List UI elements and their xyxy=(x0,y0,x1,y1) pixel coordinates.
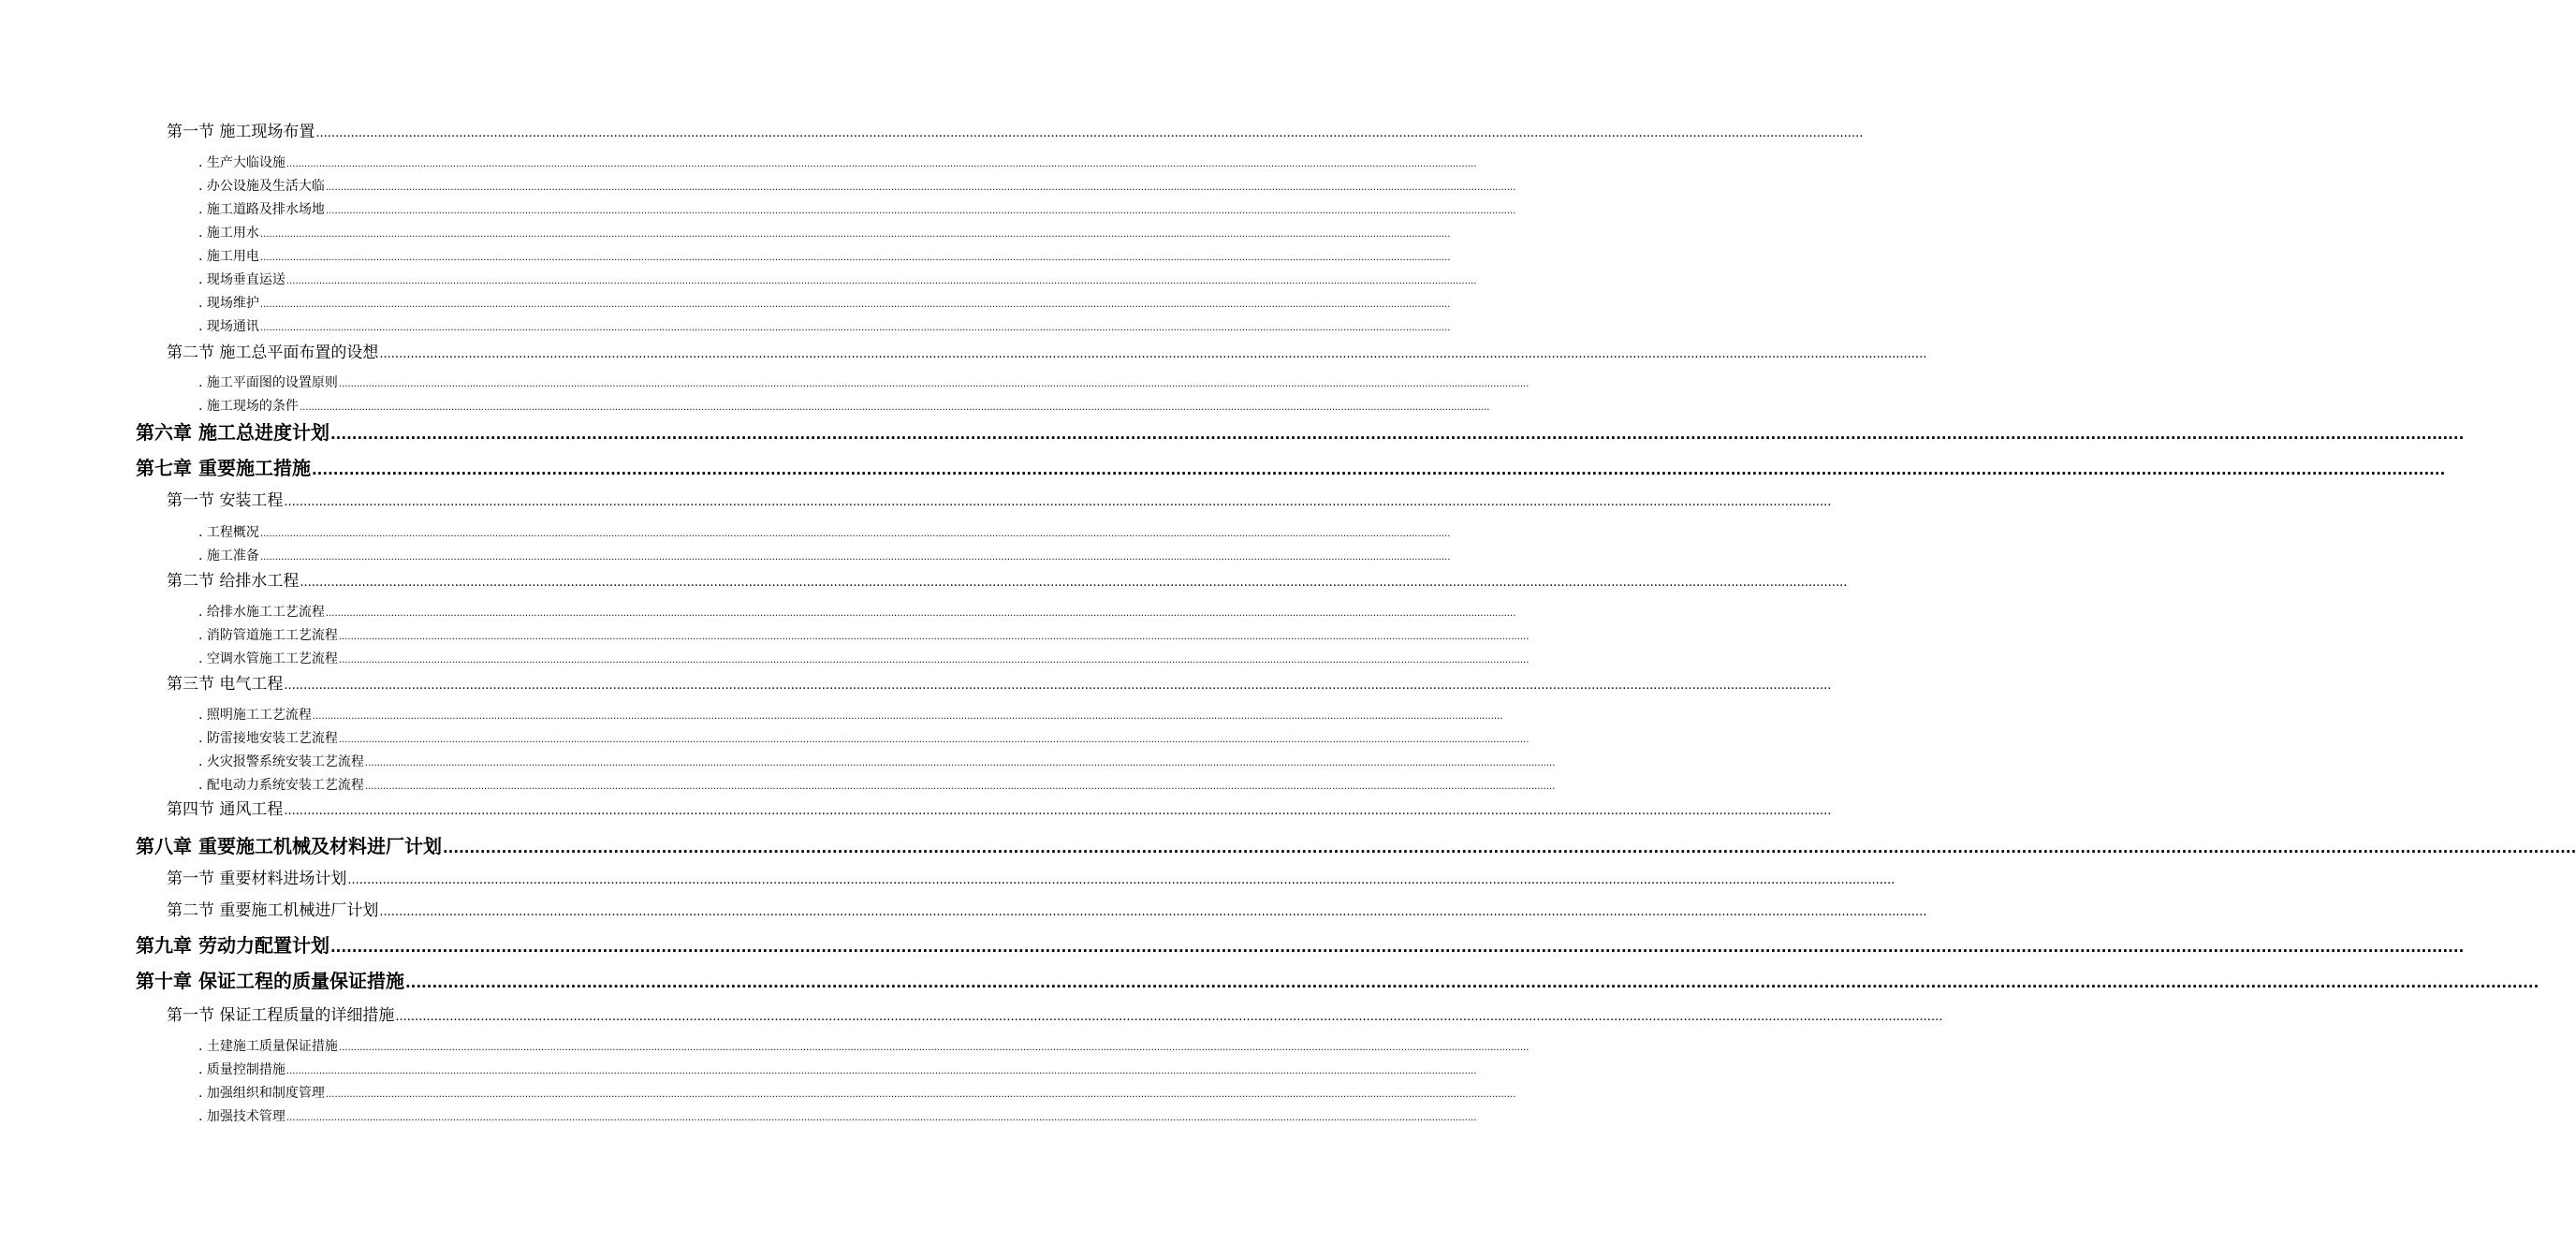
toc-dot-leader: ................................................................................................................................................................................................................................................................................................................................................................................................................ xyxy=(329,939,2465,956)
toc-entry-label: 第九章 劳动力配置计划 xyxy=(136,934,329,957)
toc-entry-label: . 现场维护 xyxy=(198,296,259,311)
toc-dot-leader: ................................................................................................................................................................................................................................................................................................................................................................................................................ xyxy=(404,974,2539,991)
toc-item-entry[interactable] xyxy=(198,176,1516,195)
toc-item-entry[interactable] xyxy=(198,293,1451,312)
toc-dot-leader: ................................................................................................................................................................................................................................................................................................................................................................................................................ xyxy=(379,347,1927,361)
toc-entry-label: . 空调水管施工工艺流程 xyxy=(198,651,338,666)
toc-entry-label: 第七章 重要施工措施 xyxy=(136,457,311,479)
toc-entry-label: . 配电动力系统安装工艺流程 xyxy=(198,778,364,793)
toc-entry-label: . 施工准备 xyxy=(198,549,259,563)
toc-item-entry[interactable] xyxy=(198,522,1451,541)
toc-entry-label: . 土建施工质量保证措施 xyxy=(198,1039,338,1054)
toc-dot-leader: ................................................................................................................................................................................................................................................................................................................................................................................................................ xyxy=(284,679,1832,693)
toc-entry-label: . 照明施工工艺流程 xyxy=(198,708,312,723)
toc-section-entry[interactable] xyxy=(167,487,1832,510)
toc-entry-label: 第二节 施工总平面布置的设想 xyxy=(167,344,379,362)
toc-entry-label: . 现场通讯 xyxy=(198,319,259,334)
toc-entry-label: . 火灾报警系统安装工艺流程 xyxy=(198,754,364,769)
toc-item-entry[interactable] xyxy=(198,728,1530,747)
toc-entry-label: . 施工现场的条件 xyxy=(198,399,299,414)
toc-entry-label: . 施工用电 xyxy=(198,249,259,264)
toc-dot-leader: ................................................................................................................................................................................................................................................................................................................................................................................................................ xyxy=(311,461,2446,478)
toc-chapter-entry[interactable] xyxy=(136,831,2576,858)
toc-dot-leader: ................................................................................................................................................................................................................................................................................................................................................................................................................ xyxy=(299,402,1490,413)
toc-entry-label: 第六章 施工总进度计划 xyxy=(136,421,329,444)
toc-entry-label: . 防雷接地安装工艺流程 xyxy=(198,731,338,746)
toc-chapter-entry[interactable] xyxy=(136,966,2539,993)
toc-chapter-entry[interactable] xyxy=(136,453,2446,480)
toc-entry-label: 第四节 通风工程 xyxy=(167,800,284,819)
toc-dot-leader: ................................................................................................................................................................................................................................................................................................................................................................................................................ xyxy=(364,782,1556,792)
toc-dot-leader: ................................................................................................................................................................................................................................................................................................................................................................................................................ xyxy=(259,253,1451,263)
toc-entry-label: 第二节 重要施工机械进厂计划 xyxy=(167,901,379,920)
toc-entry-label: . 现场垂直运送 xyxy=(198,272,285,287)
toc-section-entry[interactable] xyxy=(167,118,1864,141)
toc-entry-label: . 质量控制措施 xyxy=(198,1062,285,1077)
toc-item-entry[interactable] xyxy=(198,246,1451,265)
toc-item-entry[interactable] xyxy=(198,752,1556,770)
toc-dot-leader: ................................................................................................................................................................................................................................................................................................................................................................................................................ xyxy=(259,323,1451,333)
toc-entry-label: 第一节 重要材料进场计划 xyxy=(167,870,347,888)
toc-section-entry[interactable] xyxy=(167,670,1832,694)
toc-dot-leader: ................................................................................................................................................................................................................................................................................................................................................................................................................ xyxy=(259,552,1451,563)
toc-dot-leader: ................................................................................................................................................................................................................................................................................................................................................................................................................ xyxy=(312,711,1503,722)
toc-chapter-entry[interactable] xyxy=(136,930,2465,958)
toc-entry-label: 第一节 安装工程 xyxy=(167,491,284,510)
toc-entry-label: . 施工道路及排水场地 xyxy=(198,202,325,217)
toc-item-entry[interactable] xyxy=(198,1106,1477,1125)
toc-dot-leader: ................................................................................................................................................................................................................................................................................................................................................................................................................ xyxy=(329,426,2465,443)
toc-entry-label: 第一节 保证工程质量的详细措施 xyxy=(167,1006,395,1025)
toc-section-entry[interactable] xyxy=(167,865,1895,888)
toc-dot-leader: ................................................................................................................................................................................................................................................................................................................................................................................................................ xyxy=(325,206,1516,216)
toc-entry-label: 第二节 给排水工程 xyxy=(167,572,300,591)
toc-item-entry[interactable] xyxy=(198,223,1451,241)
toc-entry-label: . 加强组织和制度管理 xyxy=(198,1086,325,1101)
toc-section-entry[interactable] xyxy=(167,567,1848,591)
toc-dot-leader: ................................................................................................................................................................................................................................................................................................................................................................................................................ xyxy=(259,529,1451,539)
toc-dot-leader: ................................................................................................................................................................................................................................................................................................................................................................................................................ xyxy=(285,159,1477,169)
toc-section-entry[interactable] xyxy=(167,897,1927,920)
toc-dot-leader: ................................................................................................................................................................................................................................................................................................................................................................................................................ xyxy=(285,276,1477,286)
toc-dot-leader: ................................................................................................................................................................................................................................................................................................................................................................................................................ xyxy=(284,804,1832,818)
toc-entry-label: 第一节 施工现场布置 xyxy=(167,123,315,141)
toc-entry-label: . 给排水施工工艺流程 xyxy=(198,605,325,620)
toc-dot-leader: ................................................................................................................................................................................................................................................................................................................................................................................................................ xyxy=(338,379,1530,389)
toc-item-entry[interactable] xyxy=(198,775,1556,794)
toc-entry-label: . 施工平面图的设置原则 xyxy=(198,375,338,390)
toc-dot-leader: ................................................................................................................................................................................................................................................................................................................................................................................................................ xyxy=(338,655,1530,666)
toc-dot-leader: ................................................................................................................................................................................................................................................................................................................................................................................................................ xyxy=(442,840,2576,856)
toc-entry-label: . 办公设施及生活大临 xyxy=(198,179,325,194)
toc-dot-leader: ................................................................................................................................................................................................................................................................................................................................................................................................................ xyxy=(300,576,1848,590)
toc-item-entry[interactable] xyxy=(198,153,1477,171)
toc-dot-leader: ................................................................................................................................................................................................................................................................................................................................................................................................................ xyxy=(338,1043,1530,1053)
toc-dot-leader: ................................................................................................................................................................................................................................................................................................................................................................................................................ xyxy=(338,735,1530,745)
toc-dot-leader: ................................................................................................................................................................................................................................................................................................................................................................................................................ xyxy=(315,126,1864,140)
toc-dot-leader: ................................................................................................................................................................................................................................................................................................................................................................................................................ xyxy=(259,229,1451,240)
toc-section-entry[interactable] xyxy=(167,339,1927,362)
toc-section-entry[interactable] xyxy=(167,796,1832,819)
toc-dot-leader: ................................................................................................................................................................................................................................................................................................................................................................................................................ xyxy=(325,608,1516,619)
toc-dot-leader: ................................................................................................................................................................................................................................................................................................................................................................................................................ xyxy=(338,632,1530,642)
toc-dot-leader: ................................................................................................................................................................................................................................................................................................................................................................................................................ xyxy=(395,1010,1943,1024)
toc-dot-leader: ................................................................................................................................................................................................................................................................................................................................................................................................................ xyxy=(325,183,1516,193)
toc-dot-leader: ................................................................................................................................................................................................................................................................................................................................................................................................................ xyxy=(347,873,1895,887)
toc-item-entry[interactable] xyxy=(198,649,1530,667)
toc-item-entry[interactable] xyxy=(198,1036,1530,1055)
toc-dot-leader: ................................................................................................................................................................................................................................................................................................................................................................................................................ xyxy=(259,300,1451,310)
toc-dot-leader: ................................................................................................................................................................................................................................................................................................................................................................................................................ xyxy=(285,1066,1477,1076)
toc-item-entry[interactable] xyxy=(198,546,1451,564)
toc-item-entry[interactable] xyxy=(198,625,1530,644)
toc-item-entry[interactable] xyxy=(198,602,1516,621)
toc-dot-leader: ................................................................................................................................................................................................................................................................................................................................................................................................................ xyxy=(325,1090,1516,1100)
toc-dot-leader: ................................................................................................................................................................................................................................................................................................................................................................................................................ xyxy=(284,495,1832,509)
toc-dot-leader: ................................................................................................................................................................................................................................................................................................................................................................................................................ xyxy=(364,758,1556,768)
toc-entry-label: . 加强技术管理 xyxy=(198,1109,285,1124)
toc-item-entry[interactable] xyxy=(198,1083,1516,1102)
toc-entry-label: 第三节 电气工程 xyxy=(167,675,284,694)
toc-entry-label: 第十章 保证工程的质量保证措施 xyxy=(136,970,404,992)
toc-dot-leader: ................................................................................................................................................................................................................................................................................................................................................................................................................ xyxy=(285,1113,1477,1123)
toc-item-entry[interactable] xyxy=(198,270,1477,288)
toc-entry-label: . 生产大临设施 xyxy=(198,155,285,170)
toc-entry-label: . 施工用水 xyxy=(198,226,259,241)
toc-entry-label: . 工程概况 xyxy=(198,525,259,540)
toc-entry-label: 第八章 重要施工机械及材料进厂计划 xyxy=(136,835,442,857)
toc-section-entry[interactable] xyxy=(167,1002,1943,1025)
toc-item-entry[interactable] xyxy=(198,373,1530,391)
toc-entry-label: . 消防管道施工工艺流程 xyxy=(198,628,338,643)
toc-item-entry[interactable] xyxy=(198,1060,1477,1078)
toc-item-entry[interactable] xyxy=(198,396,1490,415)
toc-dot-leader: ................................................................................................................................................................................................................................................................................................................................................................................................................ xyxy=(379,905,1927,919)
toc-item-entry[interactable] xyxy=(198,316,1451,335)
toc-item-entry[interactable] xyxy=(198,705,1503,724)
toc-item-entry[interactable] xyxy=(198,199,1516,218)
toc-chapter-entry[interactable] xyxy=(136,417,2465,445)
